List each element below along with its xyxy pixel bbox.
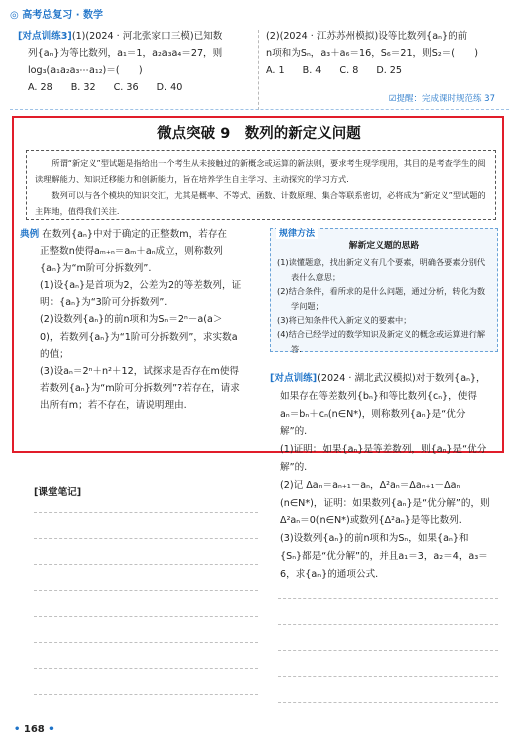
writing-line (34, 642, 258, 643)
column-divider (258, 30, 259, 110)
example-line: (2)设数列{aₙ}的前n项和为Sₙ＝2ⁿ－a(a＞ (40, 314, 223, 326)
header-title: 高考总复习 · 数学 (22, 10, 103, 21)
writing-line (34, 590, 258, 591)
practice-line: (1)证明：如果{aₙ}是等差数列，则{aₙ}是“优分 (280, 444, 487, 456)
practice-line: {Sₙ}都是“优分解”的，并且a₁＝3，a₂＝4，a₃＝ (280, 550, 488, 562)
example-line: 的值； (40, 348, 69, 360)
practice-line: Δ²aₙ＝0(n∈N*)或数列{Δ²aₙ}是等比数列. (280, 515, 462, 527)
writing-line (278, 598, 498, 599)
writing-line (278, 702, 498, 703)
practice-3-line: 列{aₙ}为等比数列，a₁＝1，a₂a₃a₄＝27，则 (28, 48, 223, 59)
intro-paragraph: 所谓“新定义”型试题是指给出一个考生从未接触过的新概念或运算的新法则，要求考生现学现用，其目的是考查学生的阅读理解能力、知识迁移能力和创新能力，旨在培养学生自主学习、主动探究的学习方式. (35, 158, 486, 184)
page-header (10, 6, 103, 21)
option-d: D. 40 (156, 82, 183, 93)
method-title: 解新定义题的思路 (348, 241, 420, 251)
method-box (270, 228, 498, 352)
footer-dot-icon: • (14, 724, 21, 735)
example-line: 若数列{aₙ}为“m阶可分拆数列”?若存在，请求 (40, 382, 240, 394)
writing-line (34, 512, 258, 513)
example-line: 出所有m；若不存在，请说明理由. (40, 399, 187, 411)
practice-line: (n∈N*)，证明：如果数列{aₙ}是“优分解”的，则 (280, 497, 490, 509)
writing-line (278, 676, 498, 677)
writing-line (34, 668, 258, 669)
practice-line: 如果存在等差数列{bₙ}和等比数列{cₙ}，使得 (280, 390, 477, 402)
example-line: 明：{aₙ}为“3阶可分拆数列”. (40, 297, 168, 309)
option-c: C. 36 (113, 82, 139, 93)
section-title: 微点突破 9 数列的新定义问题 (157, 126, 361, 142)
intro-box (26, 150, 496, 220)
class-notes-label: [课堂笔记] (34, 487, 82, 498)
option-d: D. 25 (376, 65, 403, 76)
example-line: {aₙ}为“m阶可分拆数列”. (40, 263, 152, 275)
practice-3-part1 (18, 28, 254, 96)
example-line: (1)设{aₙ}是首项为2，公差为2的等差数列，证 (40, 280, 242, 292)
writing-line (34, 538, 258, 539)
page-footer (14, 724, 55, 735)
practice-line: 解”的. (280, 426, 308, 438)
practice-3b-options (266, 62, 506, 79)
example-line: (3)设aₙ＝2ⁿ＋n²＋12，试探求是否存在m使得 (40, 365, 240, 377)
writing-line (34, 564, 258, 565)
practice-line: (3)设数列{aₙ}的前n项和为Sₙ，如果{aₙ}和 (280, 533, 469, 545)
example-line: 正整数n使得aₘ₊ₙ＝aₘ＋aₙ成立，则称数列 (40, 246, 223, 258)
option-b: B. 4 (302, 65, 322, 76)
section-divider (10, 109, 509, 110)
method-item: (3)将已知条件代入新定义的要素中； (277, 315, 412, 326)
practice-3-line: log₃(a₁a₂a₃⋯a₁₂)＝( ) (28, 65, 143, 76)
practice-line: 解”的. (280, 461, 308, 473)
example-tag: 典例 (20, 229, 40, 240)
writing-line (34, 616, 258, 617)
example-problem (20, 226, 266, 414)
example-line: 在数列{aₙ}中对于确定的正整数m，若存在 (42, 229, 228, 240)
practice-3-part2 (266, 28, 506, 79)
method-label: 规律方法 (276, 226, 318, 239)
practice-3b-line: (2)(2024 · 江苏苏州模拟)设等比数列{aₙ}的前 (266, 31, 468, 42)
writing-line (34, 694, 258, 695)
example-line: 0)，若数列{aₙ}为“1阶可分拆数列”，求实数a (40, 331, 238, 343)
homework-reminder: ☑提醒：完成课时规范练 37 (388, 94, 495, 104)
header-bullet-icon: ◎ (10, 10, 19, 21)
practice-line: aₙ＝bₙ＋cₙ(n∈N*)，则称数列{aₙ}是“优分 (280, 408, 466, 420)
option-a: A. 1 (266, 65, 285, 76)
practice-3-line: (1)(2024 · 河北张家口三模)已知数 (71, 31, 223, 42)
practice-line: (2)记 Δaₙ＝aₙ₊₁－aₙ，Δ²aₙ＝Δaₙ₊₁－Δaₙ (280, 479, 461, 491)
practice-3-options (18, 79, 254, 96)
practice-3-tag: [对点训练3] (18, 31, 72, 42)
intro-paragraph: 数列可以与各个模块的知识交汇，尤其是概率、不等式、函数、计数原理、集合等联系密切，必将成为“新定义”型试题的主阵地，值得我们关注. (35, 190, 486, 216)
method-item: (2)结合条件，看所求的是什么问题，通过分析，转化为数学问题； (277, 286, 486, 311)
practice-3b-line: n项和为Sₙ，a₃＋a₆＝16，S₆＝21，则S₂＝( ) (266, 48, 478, 59)
method-item: (1)读懂题意，找出新定义有几个要素，明确各要素分别代表什么意思； (277, 257, 486, 282)
practice-problem (270, 370, 506, 584)
writing-line (278, 650, 498, 651)
option-c: C. 8 (339, 65, 359, 76)
page-number: 168 (23, 724, 45, 735)
writing-line (278, 624, 498, 625)
footer-dot-icon: • (48, 724, 55, 735)
practice-tag: [对点训练] (270, 373, 318, 384)
option-a: A. 28 (28, 82, 53, 93)
practice-line: (2024 · 湖北武汉模拟)对于数列{aₙ}， (317, 373, 486, 384)
option-b: B. 32 (70, 82, 96, 93)
practice-line: 6，求{aₙ}的通项公式. (280, 568, 379, 580)
method-item: (4)结合已经学过的数学知识及新定义的概念或运算进行解答. (277, 329, 486, 354)
